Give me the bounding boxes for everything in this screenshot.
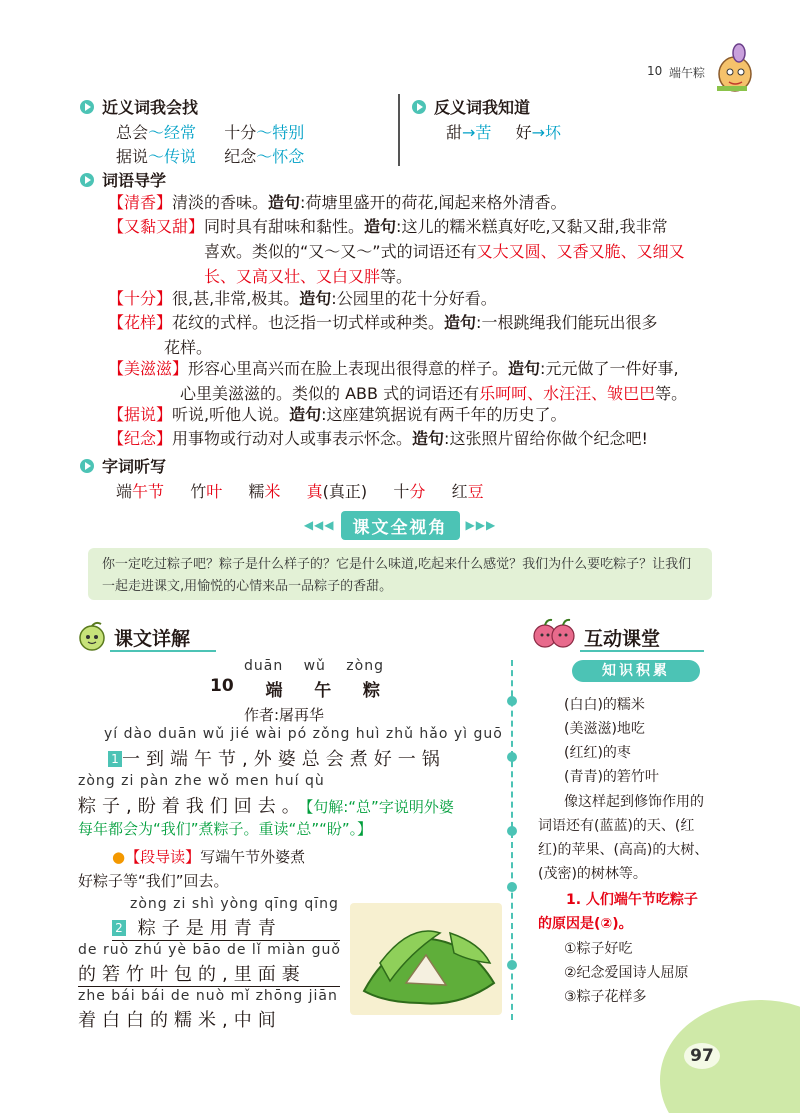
play-bullet-icon: [80, 173, 94, 187]
option-item: ②纪念爱国诗人屈原: [564, 965, 689, 981]
knowledge-para: 红)的苹果、(高高)的大树、: [538, 842, 709, 858]
lesson-title: 10 端 午 粽: [210, 676, 380, 701]
knowledge-item: (青青)的箬竹叶: [564, 769, 659, 785]
option-item: ①粽子好吃: [564, 941, 633, 957]
antonym-row: 甜→苦 好→坏: [446, 123, 562, 142]
zongzi-illustration: [350, 903, 502, 1015]
author-line: 作者:屠再华: [244, 706, 325, 724]
pinyin-line: yí dào duān wǔ jié wài pó zǒng huì zhǔ hǎo yì guō: [104, 726, 503, 742]
fruit-pair-icon: [532, 616, 576, 650]
heading-underline: [110, 650, 216, 652]
connector-dot: [507, 826, 517, 836]
connector-dot: [507, 752, 517, 762]
vocab-entry: 【花样】花纹的式样。也泛指一切式样或种类。造句:一根跳绳我们能玩出很多 花样。: [108, 313, 658, 357]
vocab-entry: 【美滋滋】形容心里高兴而在脸上表现出很得意的样子。造句:元元做了一件好事, 心里美滋滋的。类似的 ABB 式的词语还有乐呵呵、水汪汪、皱巴巴等。: [108, 359, 688, 403]
pinyin-line: zòng zi pàn zhe wǒ men huí qù: [78, 773, 325, 789]
mascot-icon: [715, 40, 757, 92]
text-line: 1 一到端午节,外婆总会煮好一锅: [108, 745, 446, 771]
synonym-row-1: 总会～经常 十分～特别: [116, 123, 305, 142]
pinyin-line: zòng zi shì yòng qīng qīng: [130, 896, 339, 912]
arrow-icon: →: [462, 123, 476, 142]
play-bullet-icon: [80, 100, 94, 114]
section-banner: ◀◀◀ 课文全视角 ▶▶▶: [284, 512, 516, 538]
text-line: 的箬竹叶包的,里面裹: [78, 960, 340, 987]
knowledge-item: (红红)的枣: [564, 745, 631, 761]
vocab-entry: 【纪念】用事物或行动对人或事表示怀念。造句:这张照片留给你做个纪念吧!: [108, 429, 648, 448]
chapter-number: 10: [647, 64, 663, 78]
dictation-heading: 字词听写: [80, 454, 166, 477]
heading-underline: [580, 650, 704, 652]
knowledge-para: 像这样起到修饰作用的: [564, 794, 704, 810]
sun-icon: ●: [112, 848, 126, 866]
arrow-icon: →: [531, 123, 546, 142]
dictation-words: 端午节 竹叶 糯米 真(真正) 十分 红豆: [116, 482, 484, 501]
column-divider: [398, 94, 400, 166]
knowledge-tag: 知识积累: [572, 660, 700, 682]
text-line: 着白白的糯米,中间: [78, 1010, 282, 1031]
synonyms-heading: 近义词我会找: [80, 95, 198, 118]
knowledge-item: (美滋滋)地吃: [564, 721, 645, 737]
connector-dot: [507, 696, 517, 706]
play-bullet-icon: [80, 459, 94, 473]
title-pinyin: duān wǔ zòng: [244, 658, 384, 674]
knowledge-para: 词语还有(蓝蓝)的天、(红: [538, 818, 695, 834]
intro-box: 你一定吃过粽子吧？粽子是什么样子的？它是什么味道,吃起来什么感觉？我们为什么要吃粽子？让我们一起走进课文,用愉悦的心情来品一品粽子的香甜。: [88, 548, 712, 600]
text-line: 粽子,盼着我们回去。【句解:“总”字说明外婆: [78, 796, 454, 817]
fruit-mascot-icon: [76, 620, 108, 652]
knowledge-item: (白白)的糯米: [564, 697, 645, 713]
right-arrows-icon: ▶▶▶: [465, 518, 497, 532]
left-arrows-icon: ◀◀◀: [303, 518, 335, 532]
page-corner-decoration: [660, 1000, 800, 1113]
chapter-title: 端午粽: [669, 66, 706, 80]
vocab-heading: 词语导学: [80, 168, 166, 191]
sentence-note: 每年都会为“我们”煮粽子。重读“总”“盼”。】: [78, 820, 373, 838]
connector-dot: [507, 882, 517, 892]
knowledge-para: (茂密)的树林等。: [538, 866, 647, 882]
vocab-entry: 【据说】听说,听他人说。造句:这座建筑据说有两千年的历史了。: [108, 405, 567, 424]
question-1-cont: 的原因是(②)。: [538, 916, 633, 932]
vocab-entry: 【又黏又甜】同时具有甜味和黏性。造句:这儿的糯米糕真好吃,又黏又甜,我非常 喜欢。类似的“又～又～”式的词语还有又大又圆、又香又脆、又细又 长、又高又壮、又白又胖等。: [108, 217, 685, 286]
page-number: 97: [684, 1043, 720, 1069]
text-line: 2 粽子是用青青: [112, 914, 340, 941]
vocab-entry: 【清香】清淡的香味。造句:荷塘里盛开的荷花,闻起来格外清香。: [108, 193, 567, 212]
option-item: ③粽子花样多: [564, 989, 647, 1005]
pinyin-line: zhe bái bái de nuò mǐ zhōng jiān: [78, 988, 338, 1004]
pinyin-line: de ruò zhú yè bāo de lǐ miàn guǒ: [78, 942, 341, 958]
connector-dot: [507, 960, 517, 970]
vocab-entry: 【十分】很,甚,非常,极其。造句:公园里的花十分好看。: [108, 289, 497, 308]
lesson-heading: 课文详解: [114, 628, 191, 650]
synonym-row-2: 据说～传说 纪念～怀念: [116, 147, 305, 166]
interactive-heading: 互动课堂: [584, 628, 661, 650]
paragraph-number: 1: [108, 751, 122, 767]
paragraph-guide: ●【段导读】写端午节外婆煮: [112, 848, 306, 866]
paragraph-guide-cont: 好粽子等“我们”回去。: [78, 872, 229, 890]
question-1: 1. 人们端午节吃粽子: [566, 892, 698, 908]
paragraph-number: 2: [112, 920, 126, 936]
antonyms-heading: 反义词我知道: [412, 95, 530, 118]
play-bullet-icon: [412, 100, 426, 114]
